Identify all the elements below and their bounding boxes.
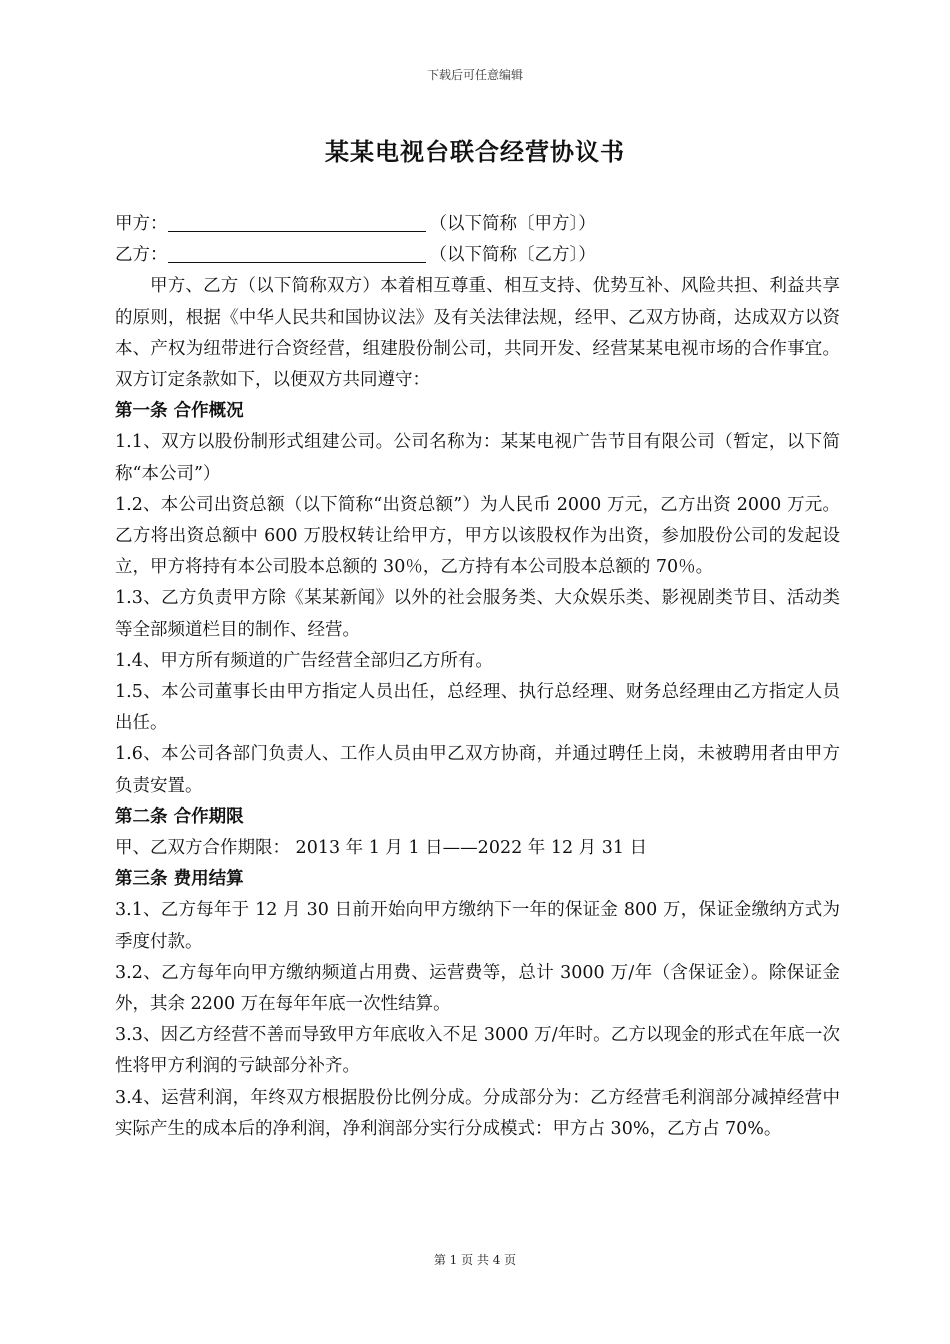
clause-1-3: 1.3、乙方负责甲方除《某某新闻》以外的社会服务类、大众娱乐类、影视剧类节目、活动类等全部频道栏目的制作、经营。	[115, 588, 840, 640]
clause-1-5: 1.5、本公司董事长由甲方指定人员出任，总经理、执行总经理、财务总经理由乙方指定人员出任。	[115, 682, 840, 734]
section-3-heading: 第三条 费用结算	[115, 869, 244, 890]
document-title: 某某电视台联合经营协议书	[325, 137, 625, 166]
clause-1-1: 1.1、双方以股份制形式组建公司。公司名称为：某某电视广告节目有限公司（暂定，以下简称“本公司”）	[115, 432, 840, 484]
clause-3-4: 3.4、运营利润，年终双方根据股份比例分成。分成部分为：乙方经营毛利润部分减掉经营中实际产生的成本后的净利润，净利润部分实行分成模式：甲方占 30%，乙方占 70%。	[115, 1087, 840, 1139]
party-a-blank	[168, 210, 426, 232]
document-body	[115, 209, 840, 1145]
party-a-line	[115, 209, 840, 240]
page-footer: 第 1 页 共 4 页	[433, 1253, 517, 1267]
party-a-suffix: （以下简称〔甲方〕）	[429, 214, 596, 234]
section-1-heading: 第一条 合作概况	[115, 401, 244, 422]
clause-3-2: 3.2、乙方每年向甲方缴纳频道占用费、运营费等，总计 3000 万/年（含保证金）。除保证金外，其余 2200 万在每年年底一次性结算。	[115, 962, 840, 1015]
intro-paragraph: 甲方、乙方（以下简称双方）本着相互尊重、相互支持、优势互补、风险共担、利益共享的原则，根据《中华人民共和国协议法》及有关法律法规，经甲、乙双方协商，达成双方以资本、产权为纽带进行合资经营，组建股份制公司，共同开发、经营某某电视市场的合作事宜。双方订定条款如下，以便双方共同遵守：	[115, 276, 840, 390]
party-b-line	[115, 240, 840, 271]
party-b-suffix: （以下简称〔乙方〕）	[429, 245, 596, 266]
party-b-blank	[168, 241, 426, 263]
clause-1-6: 1.6、本公司各部门负责人、工作人员由甲乙双方协商，并通过聘任上岗，未被聘用者由甲方负责安置。	[115, 744, 840, 796]
section-2-heading: 第二条 合作期限	[115, 806, 244, 827]
clause-1-2: 1.2、本公司出资总额（以下简称“出资总额”）为人民币 2000 万元，乙方出资 2000 万元。乙方将出资总额中 600 万股权转让给甲方，甲方以该股权作为出资，参加股份公司的发起设立，甲方将持有本公司股本总额的 30％，乙方持有本公司股本总额的 70％。	[115, 494, 840, 578]
clause-3-1: 3.1、乙方每年于 12 月 30 日前开始向甲方缴纳下一年的保证金 800 万，保证金缴纳方式为季度付款。	[115, 900, 840, 952]
clause-2-term: 甲、乙双方合作期限： 2013 年 1 月 1 日——2022 年 12 月 31 日	[115, 838, 648, 859]
clause-1-4: 1.4、甲方所有频道的广告经营全部归乙方所有。	[115, 650, 493, 671]
party-a-label: 甲方：	[115, 214, 168, 234]
party-b-label: 乙方：	[115, 245, 168, 266]
header-note: 下载后可任意编辑	[426, 68, 523, 82]
clause-3-3: 3.3、因乙方经营不善而导致甲方年底收入不足 3000 万/年时。乙方以现金的形式在年底一次性将甲方利润的亏缺部分补齐。	[115, 1025, 840, 1077]
